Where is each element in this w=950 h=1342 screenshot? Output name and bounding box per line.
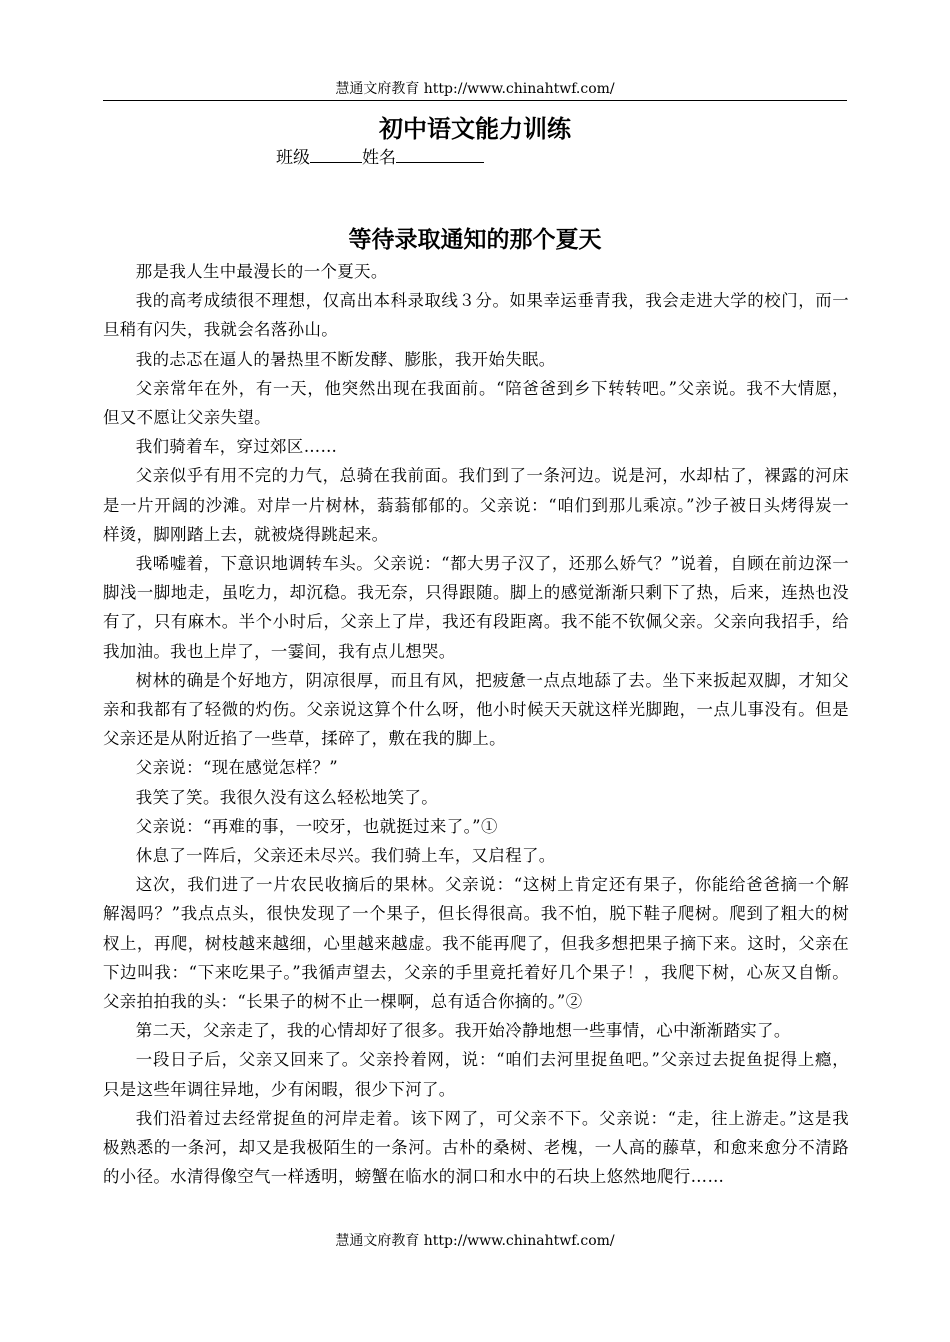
class-label: 班级 <box>276 148 310 168</box>
article-title: 等待录取通知的那个夏天 <box>348 226 602 253</box>
paragraph: 一段日子后，父亲又回来了。父亲拎着网，说：“咱们去河里捉鱼吧。”父亲过去捉鱼捉得上瘾，只是这些年调往异地，少有闲暇，很少下河了。 <box>103 1050 849 1099</box>
paragraph: 我笑了笑。我很久没有这么轻松地笑了。 <box>135 787 439 807</box>
paragraph: 我唏嘘着，下意识地调转车头。父亲说：“都大男子汉了，还那么娇气？”说着，自顾在前边深一脚浅一脚地走，虽吃力，却沉稳。我无奈，只得跟随。脚上的感觉渐渐只剩下了热，后来，连热也没有了，只有麻木。半个小时后，父亲上了岸，我还有段距离。我不能不钦佩父亲。父亲向我招手，给我加油。我也上岸了，一霎间，我有点儿想哭。 <box>103 554 849 661</box>
name-label: 姓名 <box>362 148 396 168</box>
paragraph: 父亲似乎有用不完的力气，总骑在我前面。我们到了一条河边。说是河，水却枯了，裸露的河床是一片开阔的沙滩。对岸一片树林，蓊蓊郁郁的。父亲说：“咱们到那儿乘凉。”沙子被日头烤得炭一样烫，脚刚踏上去，就被烧得跳起来。 <box>103 466 849 544</box>
paragraph: 我们沿着过去经常捉鱼的河岸走着。该下网了，可父亲不下。父亲说：“走，往上游走。”这是我极熟悉的一条河，却又是我极陌生的一条河。古朴的桑树、老槐，一人高的藤草，和愈来愈分不清路的小径。水清得像空气一样透明，螃蟹在临水的洞口和水中的石块上悠然地爬行…… <box>103 1108 849 1187</box>
class-name-line <box>276 144 484 170</box>
paragraph: 那是我人生中最漫长的一个夏天。 <box>135 262 388 281</box>
paragraph: 父亲常年在外，有一天，他突然出现在我面前。“陪爸爸到乡下转转吧。”父亲说。我不大情愿，但又不愿让父亲失望。 <box>103 378 849 428</box>
paragraph: 父亲说：“现在感觉怎样？” <box>135 758 339 778</box>
name-blank <box>396 144 484 163</box>
paragraph: 我的忐忑在逼人的暑热里不断发酵、膨胀，我开始失眠。 <box>135 349 556 369</box>
class-blank <box>310 144 362 163</box>
paragraph: 我的高考成绩很不理想，仅高出本科录取线３分。如果幸运垂青我，我会走进大学的校门，而一旦稍有闪失，我就会名落孙山。 <box>103 291 849 340</box>
header-divider <box>103 100 847 101</box>
paragraph: 第二天，父亲走了，我的心情却好了很多。我开始冷静地想一些事情，心中渐渐踏实了。 <box>135 1021 791 1041</box>
paragraph: 休息了一阵后，父亲还未尽兴。我们骑上车，又启程了。 <box>135 846 556 866</box>
paragraph: 父亲说：“再难的事，一咬牙，也就挺过来了。”① <box>135 816 498 836</box>
document-title: 初中语文能力训练 <box>379 114 571 143</box>
paragraph: 我们骑着车，穿过郊区…… <box>135 437 338 457</box>
page-footer: 慧通文府教育 http://www.chinahtwf.com/ <box>335 1233 615 1249</box>
paragraph: 这次，我们进了一片农民收摘后的果林。父亲说：“这树上肯定还有果子，你能给爸爸摘一个解解渴吗？”我点点头，很快发现了一个果子，但长得很高。我不怕，脱下鞋子爬树。爬到了粗大的树杈上，再爬，树枝越来越细，心里越来越虚。我不能再爬了，但我多想把果子摘下来。这时，父亲在下边叫我：“下来吃果子。”我循声望去，父亲的手里竟托着好几个果子！，我爬下树，心灰又自惭。父亲拍拍我的头：“长果子的树不止一棵啊，总有适合你摘的。”② <box>103 875 849 1012</box>
article-body <box>103 257 849 1192</box>
paragraph: 树林的确是个好地方，阴凉很厚，而且有风，把疲惫一点点地舔了去。坐下来扳起双脚，才知父亲和我都有了轻微的灼伤。父亲说这算个什么呀，他小时候天天就这样光脚跑，一点儿事没有。但是父亲还是从附近掐了一些草，揉碎了，敷在我的脚上。 <box>103 670 849 749</box>
page-header: 慧通文府教育 http://www.chinahtwf.com/ <box>335 81 615 97</box>
